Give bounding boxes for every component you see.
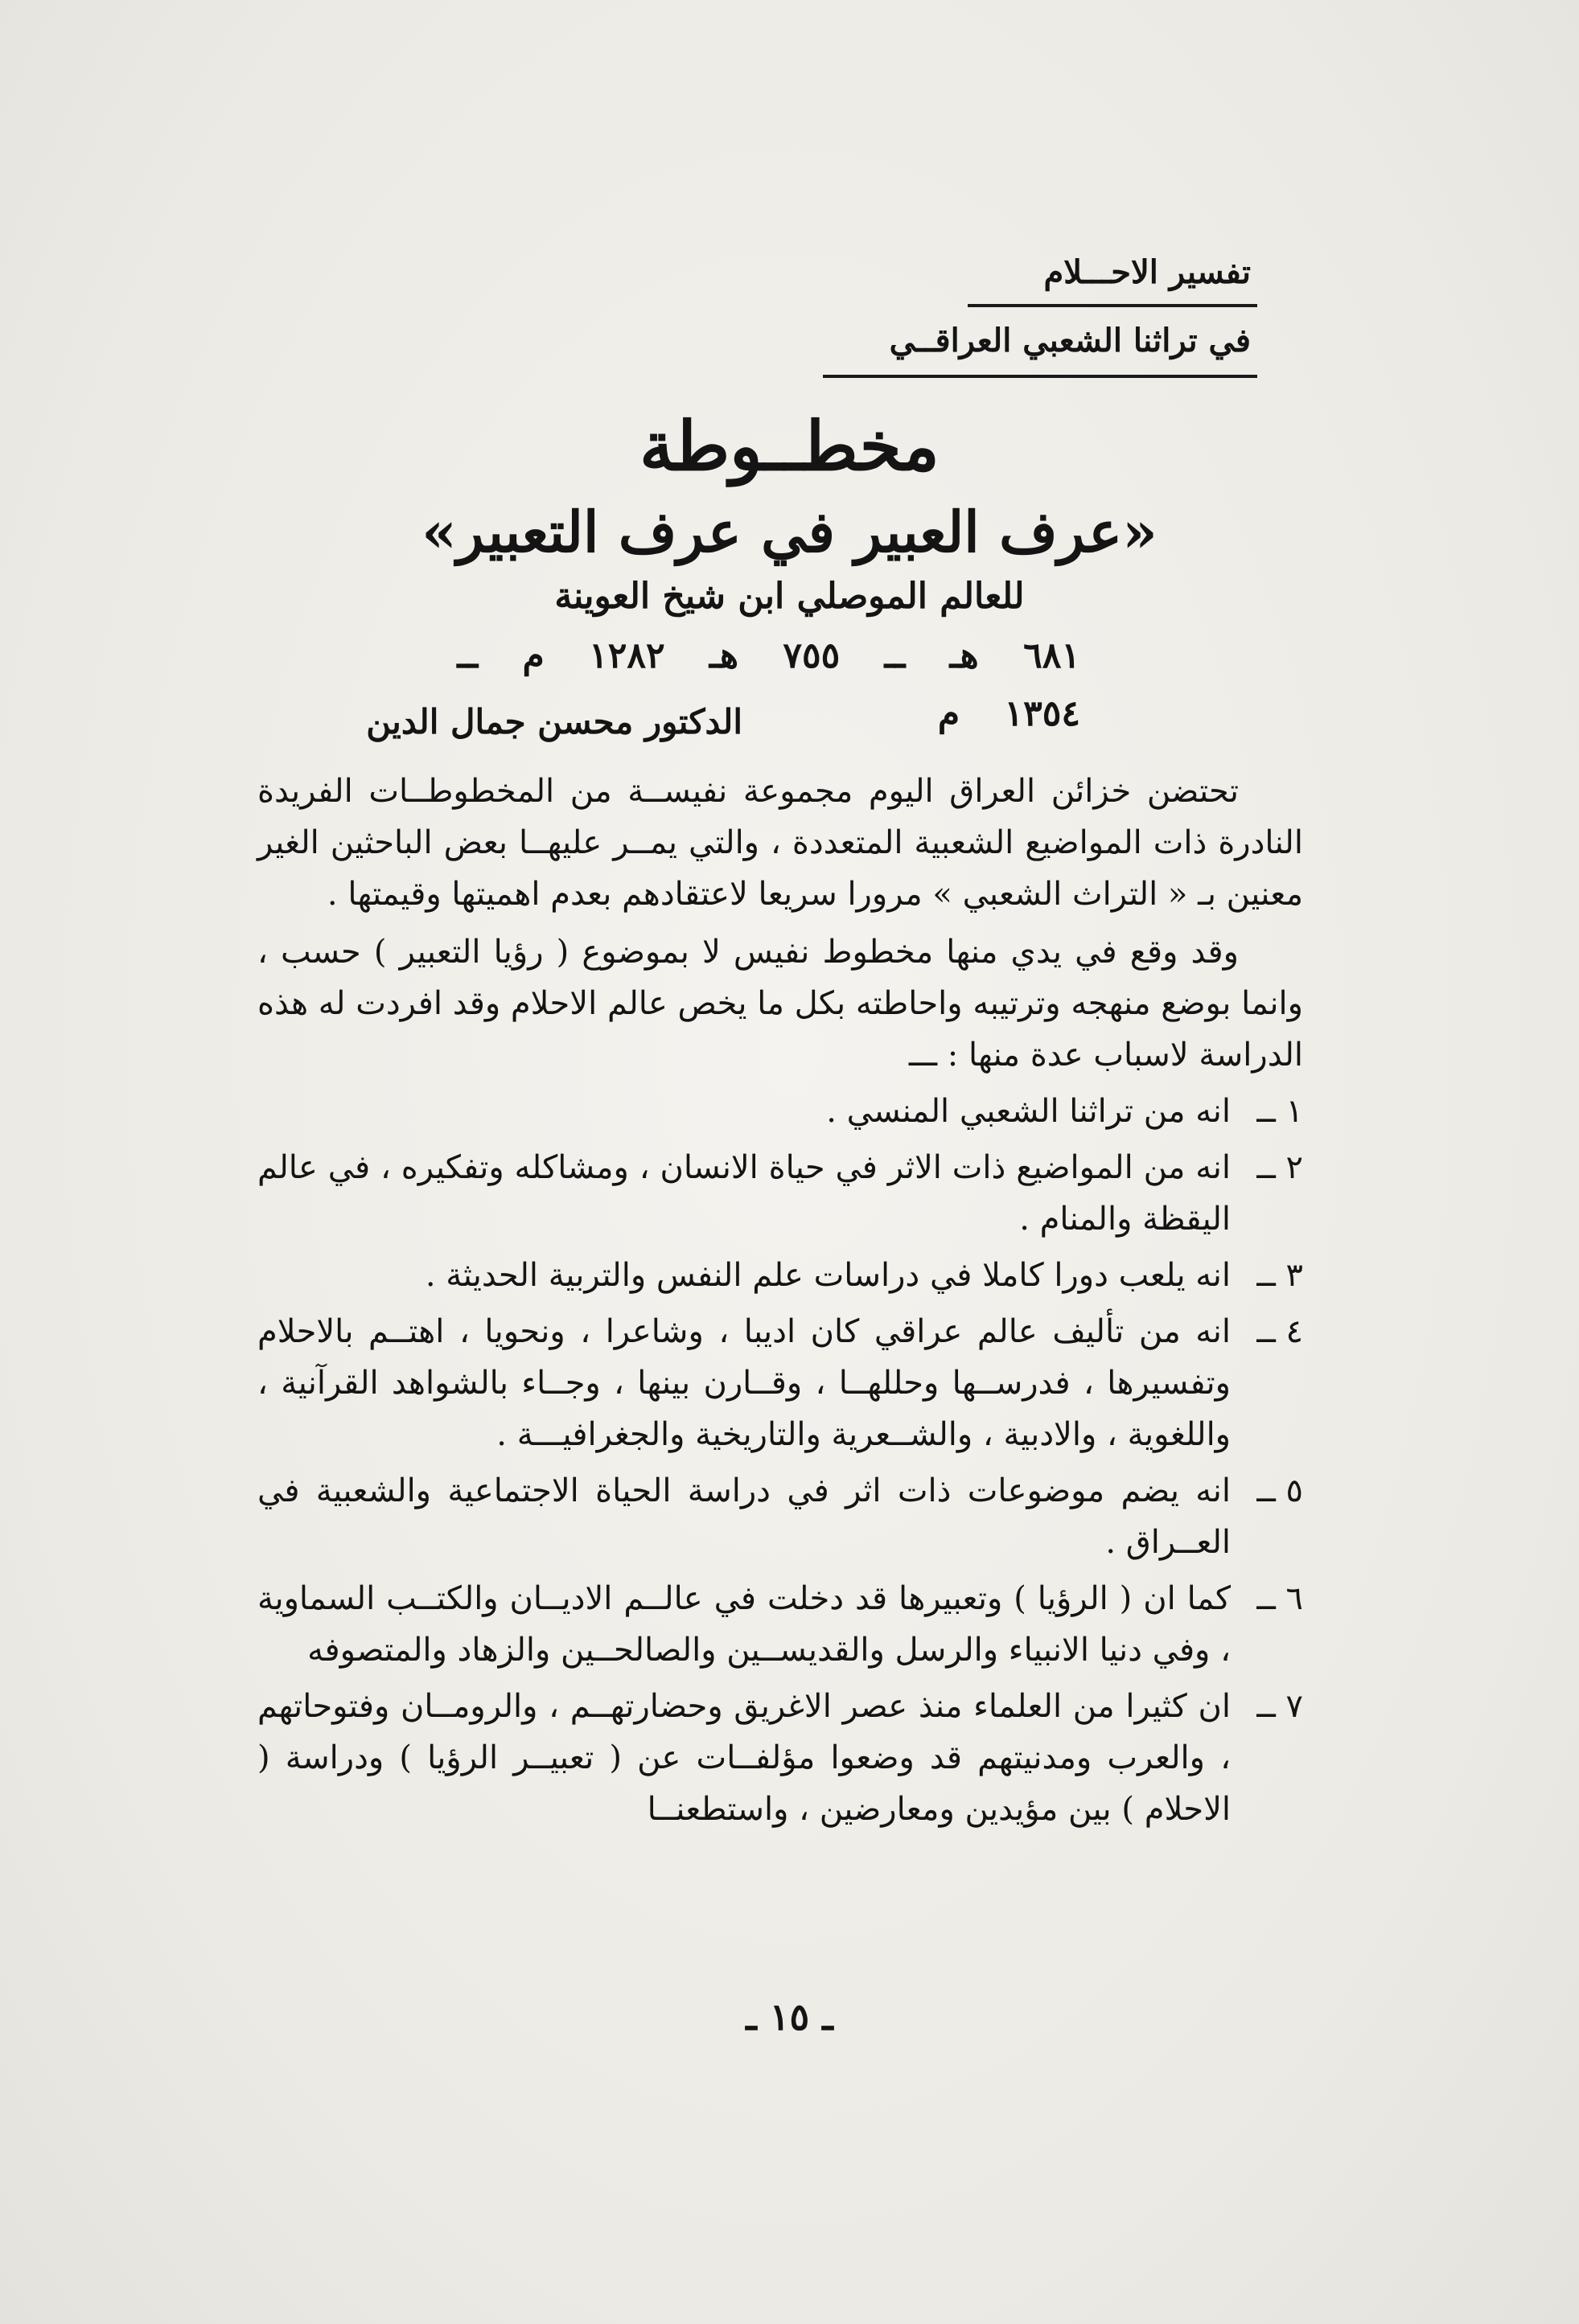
list-item-number: ٣ ــ (1256, 1257, 1303, 1294)
paragraph-reasons: وقد وقع في يدي منها مخطوط نفيس لا بموضوع ( رؤيا التعبير ) حسب ، وانما بوضع منهجه وترتيبه واحاطته بكل ما يخص عالم الاحلام وقد افردت له هذه الدراسة لاسباب عدة منها : ـــ (257, 934, 1303, 1074)
list-item (257, 1142, 1303, 1245)
list-item-text: انه يضم موضوعات ذات اثر في دراسة الحياة الاجتماعية والشعبية في العــراق . (257, 1472, 1231, 1561)
list-item-text: انه يلعب دورا كاملا في دراسات علم النفس والتربية الحديثة . (425, 1257, 1231, 1294)
list-item (257, 1681, 1303, 1835)
list-item (257, 1465, 1303, 1568)
paragraph-intro: تحتضن خزائن العراق اليوم مجموعة نفيســة من المخطوطــات الفريدة النادرة ذات المواضيع الشعبية المتعددة ، والتي يمــر عليهــا بعض الباحثين الغير معنين بـ « التراث الشعبي » مرورا سريعا لاعتقادهم بعدم اهميتها وقيمتها . (257, 773, 1303, 913)
manuscript-title: «عرف العبير في عرف التعبير» (421, 499, 1158, 565)
list-item-number: ٢ ــ (1256, 1149, 1303, 1186)
running-header (807, 241, 1257, 378)
reasons-list (257, 1086, 1303, 1835)
list-item-number: ٦ ــ (1256, 1580, 1303, 1617)
article-body (257, 766, 1303, 1840)
header-rule-bottom (823, 375, 1257, 378)
article-byline: الدكتور محسن جمال الدين (366, 702, 742, 741)
header-subtitle: في تراثنا الشعبي العراقــي (889, 322, 1251, 359)
list-item-number: ٧ ــ (1256, 1688, 1303, 1725)
list-item-text: انه من المواضيع ذات الاثر في حياة الانسان ، ومشاكله وتفكيره ، في عالم اليقظة والمنام . (257, 1149, 1231, 1238)
list-item (257, 1250, 1303, 1301)
list-item (257, 1573, 1303, 1676)
manuscript-label: مخطــوطة (639, 406, 940, 486)
list-item-number: ٤ ــ (1256, 1313, 1303, 1350)
list-item-text: انه من تراثنا الشعبي المنسي . (826, 1093, 1231, 1130)
author-dates: ٦٨١ هـ ــ ٧٥٥ هـ ١٢٨٢ م ــ ١٣٥٤ م (457, 635, 1080, 734)
manuscript-author: للعالم الموصلي ابن شيخ العوينة (554, 576, 1025, 617)
list-item-text: ان كثيرا من العلماء منذ عصر الاغريق وحضارتهــم ، والرومــان وفتوحاتهم ، والعرب ومدنيتهم قد وضعوا مؤلفــات عن ( تعبيــر الرؤيا ) ودراسة ( الاحلام ) بين مؤيدين ومعارضين ، واستطعنــا (257, 1688, 1231, 1828)
list-item (257, 1306, 1303, 1460)
list-item-text: انه من تأليف عالم عراقي كان اديبا ، وشاعرا ، ونحويا ، اهتــم بالاحلام وتفسيرها ، فدرســها وحللهــا ، وقــارن بينها ، وجــاء بالشواهد القرآنية ، واللغوية ، والادبية ، والشــعرية والتاريخية والجغرافيـــة . (257, 1313, 1231, 1453)
list-item (257, 1086, 1303, 1137)
list-item-number: ٥ ــ (1256, 1472, 1303, 1509)
list-item-text: كما ان ( الرؤيا ) وتعبيرها قد دخلت في عالــم الاديــان والكتــب السماوية ، وفي دنيا الانبياء والرسل والقديســين والصالحــين والزهاد والمتصوفه (257, 1580, 1231, 1669)
list-item-number: ١ ــ (1256, 1093, 1303, 1130)
header-title: تفسير الاحـــلام (1043, 253, 1251, 291)
page-number: ـ ١٥ ـ (746, 1995, 833, 2039)
